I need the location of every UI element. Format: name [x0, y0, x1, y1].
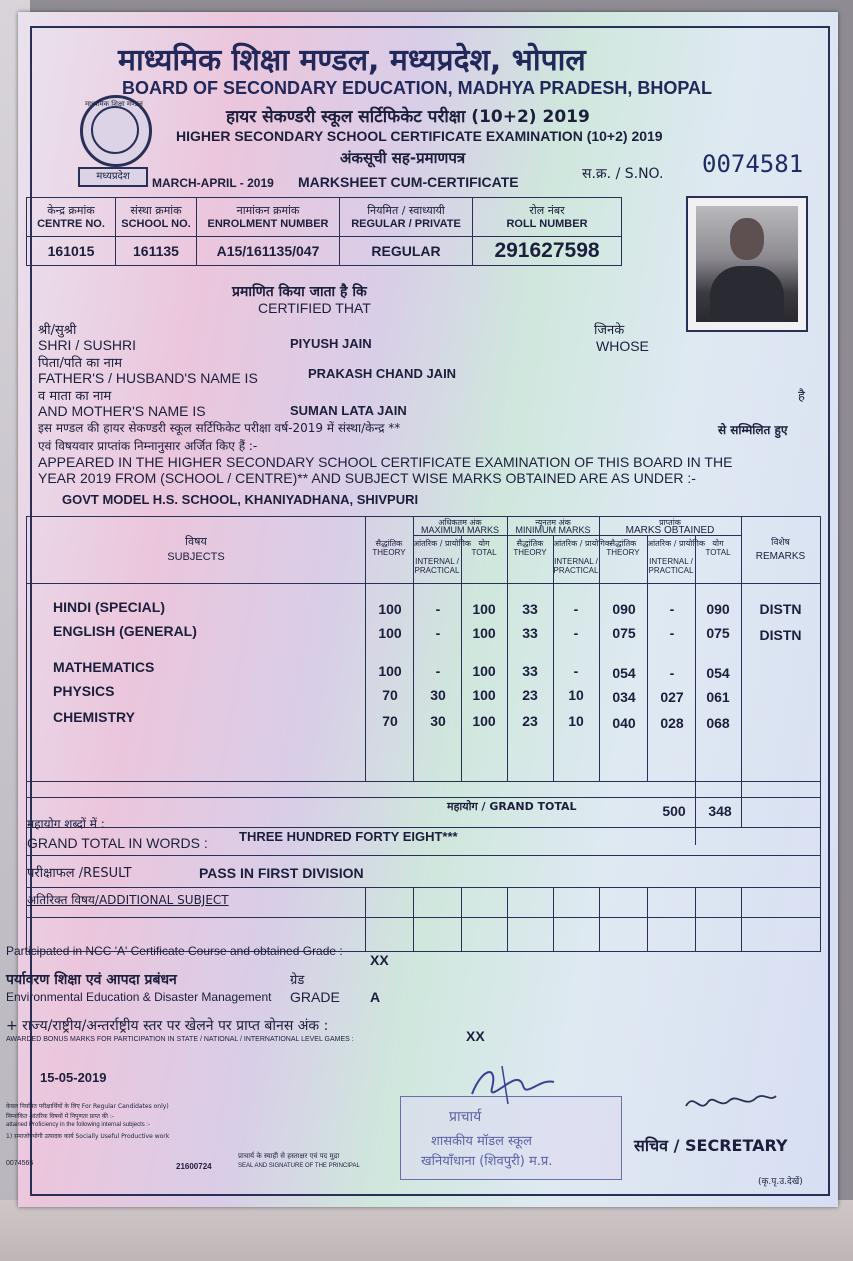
photo-image — [696, 206, 798, 322]
min-practical: 10 — [568, 713, 584, 729]
obt-int-hindi: आंतरिक / प्रायोगिक — [647, 539, 706, 548]
marksheet-title-hindi: अंकसूची सह-प्रमाणपत्र — [340, 149, 466, 167]
obtained-total: 075 — [706, 625, 730, 641]
stamp-line-2: शासकीय मॉडल स्कूल — [431, 1134, 532, 1149]
min-practical: 10 — [568, 687, 584, 703]
col-line — [461, 887, 462, 951]
min-int-english1: INTERNAL / — [554, 557, 598, 566]
shri-label-hindi: श्री/सुश्री — [38, 323, 77, 338]
serial-number-label: स.क्र. / S.NO. — [582, 166, 664, 182]
obtained-total: 068 — [706, 715, 730, 731]
footer-number-2: 21600724 — [176, 1162, 212, 1171]
row-line — [27, 917, 820, 918]
student-name: PIYUSH JAIN — [290, 336, 372, 351]
ncc-grade: XX — [370, 952, 389, 968]
max-theory: 100 — [378, 625, 402, 641]
father-name: PRAKASH CHAND JAIN — [308, 366, 457, 381]
max-total-hindi: योग — [478, 539, 490, 548]
max-theory-hindi: सैद्धांतिक — [375, 539, 403, 548]
subject-name: PHYSICS — [53, 683, 115, 699]
whose-label-english: WHOSE — [596, 338, 649, 354]
max-int-hindi: आंतरिक / प्रायोगिक — [413, 539, 472, 548]
obt-total-english: TOTAL — [705, 548, 731, 557]
centre-no-header-hi: केन्द्र क्रमांक — [47, 203, 95, 217]
max-practical: 30 — [430, 713, 446, 729]
exam-title-english: HIGHER SECONDARY SCHOOL CERTIFICATE EXAMINATION (10+2) 2019 — [176, 128, 663, 144]
session: MARCH-APRIL - 2019 — [152, 176, 274, 190]
appeared-english-line2: YEAR 2019 FROM (SCHOOL / CENTRE)** AND SUBJECT WISE MARKS OBTAINED ARE AS UNDER :- — [38, 470, 696, 486]
marks-table — [26, 516, 821, 952]
secretary-signature — [680, 1084, 780, 1124]
obt-int-english2: PRACTICAL — [648, 566, 694, 575]
subjects-header-hindi: विषय — [185, 535, 207, 548]
please-turn-over: (कृ.पृ.उ.देखें) — [758, 1177, 803, 1187]
obtained-practical: 027 — [660, 689, 684, 705]
mother-label-english: AND MOTHER'S NAME IS — [38, 403, 206, 419]
footer-note-3: attained Proficiency in the following internal subjects :- — [6, 1122, 151, 1128]
roll-number-header-hi: रोल नंबर — [529, 203, 565, 217]
min-practical: - — [573, 601, 579, 617]
enrolment-header — [197, 198, 340, 237]
words-label-english: GRAND TOTAL IN WORDS : — [27, 835, 208, 851]
min-theory-english: THEORY — [513, 548, 547, 557]
regular-private-header-hi: नियमित / स्वाध्यायी — [367, 203, 445, 217]
school-no: 161135 — [116, 237, 197, 266]
obtained-practical: - — [669, 625, 675, 641]
photo-face — [730, 218, 764, 260]
regular-private-header — [340, 198, 473, 237]
col-line — [413, 887, 414, 951]
min-header-english: MINIMUM MARKS — [515, 525, 591, 535]
stamp-line-1: प्राचार्य — [449, 1109, 482, 1125]
words-label-hindi: महायोग शब्दों में : — [27, 817, 105, 831]
school-name: GOVT MODEL H.S. SCHOOL, KHANIYADHANA, SHIVPURI — [62, 492, 419, 507]
obt-theory-hindi: सैद्धांतिक — [609, 539, 637, 548]
obtained-theory: 090 — [612, 601, 636, 617]
identification-table — [26, 197, 622, 266]
certify-hindi: प्रमाणित किया जाता है कि — [232, 284, 367, 300]
father-label-english: FATHER'S / HUSBAND'S NAME IS — [38, 370, 258, 386]
remarks-header-english: REMARKS — [755, 551, 806, 562]
obtained-theory: 054 — [612, 665, 636, 681]
col-line — [461, 535, 462, 781]
min-theory: 33 — [522, 625, 538, 641]
col-line — [365, 887, 366, 951]
obt-theory-english: THEORY — [606, 548, 640, 557]
footer-number-1: 0074565 — [6, 1160, 34, 1167]
principal-label-hindi: प्राचार्य के स्याही से हस्ताक्षर एवं पद मुद्रा — [238, 1152, 340, 1160]
school-no-header-en: SCHOOL NO. — [121, 217, 191, 230]
certify-english: CERTIFIED THAT — [258, 300, 371, 316]
principal-signature — [462, 1058, 558, 1108]
subjects-header-english: SUBJECTS — [167, 551, 225, 563]
max-practical: - — [435, 625, 441, 641]
min-theory: 23 — [522, 713, 538, 729]
logo-text: माध्यमिक शिक्षा मण्डल — [85, 100, 143, 108]
regular-private-header-en: REGULAR / PRIVATE — [351, 217, 461, 230]
obtained-practical: - — [669, 665, 675, 681]
max-total: 100 — [472, 687, 496, 703]
bonus-marks: XX — [466, 1028, 485, 1044]
min-header-hindi: न्यूनतम अंक — [535, 518, 571, 527]
env-label-english: Environmental Education & Disaster Management — [6, 990, 272, 1004]
max-total: 100 — [472, 625, 496, 641]
ncc-label: Participated in NCC 'A' Certificate Course and obtained Grade : — [6, 944, 343, 958]
grand-total-words: THREE HUNDRED FORTY EIGHT*** — [239, 829, 458, 844]
max-int-english1: INTERNAL / — [415, 557, 459, 566]
obtained-practical: - — [669, 601, 675, 617]
roll-number-header — [473, 198, 622, 237]
max-theory: 100 — [378, 601, 402, 617]
obt-total-hindi: योग — [712, 539, 724, 548]
max-theory-english: THEORY — [372, 548, 406, 557]
max-total: 100 — [472, 713, 496, 729]
roll-number: 291627598 — [473, 237, 622, 266]
col-line — [647, 887, 648, 951]
marksheet-title-english: MARKSHEET CUM-CERTIFICATE — [298, 174, 519, 190]
stamp-line-3: खनियाँधाना (शिवपुरी) म.प्र. — [421, 1154, 553, 1169]
centre-no-header-en: CENTRE NO. — [37, 217, 105, 230]
max-theory: 70 — [382, 687, 398, 703]
col-line — [507, 887, 508, 951]
obt-int-english1: INTERNAL / — [649, 557, 693, 566]
min-practical: - — [573, 625, 579, 641]
col-line — [741, 887, 742, 951]
appeared-hindi-line2: एवं विषयवार प्राप्तांक निम्नानुसार अर्जित किए हैं :- — [38, 439, 258, 453]
row-line — [27, 887, 820, 888]
min-theory: 33 — [522, 663, 538, 679]
board-logo — [80, 95, 152, 167]
max-practical: - — [435, 663, 441, 679]
max-total: 100 — [472, 663, 496, 679]
regular-private: REGULAR — [340, 237, 473, 266]
max-header-english: MAXIMUM MARKS — [420, 525, 499, 535]
min-theory-hindi: सैद्धांतिक — [516, 539, 544, 548]
max-total-english: TOTAL — [471, 548, 497, 557]
serial-number: 0074581 — [702, 150, 804, 178]
grand-total-max: 500 — [662, 803, 686, 819]
row-line — [27, 781, 820, 782]
principal-label-english: SEAL AND SIGNATURE OF THE PRINCIPAL — [238, 1163, 360, 1169]
max-practical: - — [435, 601, 441, 617]
obtained-header-english: MARKS OBTAINED — [625, 525, 715, 536]
max-theory: 100 — [378, 663, 402, 679]
enrolment-number: A15/161135/047 — [197, 237, 340, 266]
obtained-total: 054 — [706, 665, 730, 681]
roll-number-header-en: ROLL NUMBER — [506, 217, 588, 230]
min-int-hindi: आंतरिक / प्रायोगिक — [553, 539, 612, 548]
env-grade: A — [370, 989, 381, 1005]
col-line — [741, 517, 742, 827]
centre-no-header — [27, 198, 116, 237]
enrolment-header-hi: नामांकन क्रमांक — [236, 203, 300, 217]
student-photo — [686, 196, 808, 332]
bonus-label-english: AWARDED BONUS MARKS FOR PARTICIPATION IN STATE / NATIONAL / INTERNATIONAL LEVEL GAMES : — [6, 1036, 354, 1043]
row-line — [27, 855, 820, 856]
school-no-header-hi: संस्था क्रमांक — [130, 203, 182, 217]
remarks-header-hindi: विशेष — [771, 538, 790, 548]
exam-title-hindi: हायर सेकण्डरी स्कूल सर्टिफिकेट परीक्षा (10+2) 2019 — [226, 107, 590, 127]
shri-label-english: SHRI / SUSHRI — [38, 337, 137, 353]
background-bottom — [0, 1200, 853, 1261]
row-line — [27, 583, 820, 584]
max-total: 100 — [472, 601, 496, 617]
subject-name: CHEMISTRY — [53, 709, 135, 725]
logo-band: मध्यप्रदेश — [78, 167, 148, 187]
col-line — [695, 887, 696, 951]
hai-label: है — [798, 389, 805, 404]
min-theory: 33 — [522, 601, 538, 617]
remark: DISTN — [759, 627, 802, 643]
obtained-total: 061 — [706, 689, 730, 705]
obtained-theory: 075 — [612, 625, 636, 641]
board-title-english: BOARD OF SECONDARY EDUCATION, MADHYA PRADESH, BHOPAL — [122, 78, 713, 98]
remark: DISTN — [759, 601, 802, 617]
additional-subject-label: अतिरिक्त विषय/ADDITIONAL SUBJECT — [27, 893, 229, 907]
subject-name: MATHEMATICS — [53, 659, 155, 675]
obtained-theory: 040 — [612, 715, 636, 731]
mother-label-hindi: व माता का नाम — [38, 389, 112, 404]
centre-no: 161015 — [27, 237, 116, 266]
col-line — [553, 887, 554, 951]
max-practical: 30 — [430, 687, 446, 703]
enrolment-header-en: ENROLMENT NUMBER — [207, 217, 329, 230]
obtained-theory: 034 — [612, 689, 636, 705]
subject-name: ENGLISH (GENERAL) — [53, 623, 197, 639]
footer-note-1: केवल नियमित परीक्षार्थियों के लिए For Regular Candidates only) — [6, 1103, 169, 1110]
mother-name: SUMAN LATA JAIN — [290, 403, 407, 418]
min-int-english2: PRACTICAL — [553, 566, 599, 575]
issue-date: 15-05-2019 — [40, 1070, 107, 1085]
row-line — [27, 797, 820, 798]
principal-stamp — [400, 1096, 622, 1180]
grand-total-label: महायोग / GRAND TOTAL — [447, 800, 577, 813]
result-label: परीक्षाफल /RESULT — [27, 866, 132, 881]
whose-label-hindi: जिनके — [594, 323, 625, 338]
appeared-english-line1: APPEARED IN THE HIGHER SECONDARY SCHOOL CERTIFICATE EXAMINATION OF THIS BOARD IN THE — [38, 454, 733, 470]
env-label-hindi: पर्यावरण शिक्षा एवं आपदा प्रबंधन — [6, 972, 177, 988]
father-label-hindi: पिता/पति का नाम — [38, 356, 123, 371]
min-theory: 23 — [522, 687, 538, 703]
obtained-total: 090 — [706, 601, 730, 617]
bonus-label-hindi: + राज्य/राष्ट्रीय/अन्तर्राष्ट्रीय स्तर पर खेलने पर प्राप्त बोनस अंक : — [6, 1018, 329, 1034]
grand-total-obtained: 348 — [708, 803, 732, 819]
min-practical: - — [573, 663, 579, 679]
footer-note-2: निम्नांकित आंतरिक विषयों में निपुणता प्राप्त की :- — [6, 1113, 115, 1120]
max-header-hindi: अधिकतम अंक — [438, 518, 482, 527]
result-value: PASS IN FIRST DIVISION — [199, 865, 364, 881]
grade-label-english: GRADE — [290, 989, 340, 1005]
board-title-hindi: माध्यमिक शिक्षा मण्डल, मध्यप्रदेश, भोपाल — [118, 43, 586, 78]
max-int-english2: PRACTICAL — [414, 566, 460, 575]
obtained-practical: 028 — [660, 715, 684, 731]
photo-body — [710, 266, 784, 322]
school-no-header — [116, 198, 197, 237]
logo-ring — [91, 106, 139, 154]
footer-note-4: 1) समाजोपयोगी उत्पादक कार्य Socially Useful Productive work — [6, 1133, 170, 1140]
subject-name: HINDI (SPECIAL) — [53, 599, 165, 615]
appeared-hindi-right: से सम्मिलित हुए — [718, 423, 788, 437]
appeared-hindi-line1: इस मण्डल की हायर सेकण्डरी स्कूल सर्टिफिकेट परीक्षा वर्ष-2019 में संस्था/केन्द्र ** — [38, 421, 401, 435]
col-line — [599, 887, 600, 951]
max-theory: 70 — [382, 713, 398, 729]
secretary-label: सचिव / SECRETARY — [634, 1136, 788, 1155]
obtained-header-hindi: प्राप्तांक — [659, 518, 681, 527]
row-line — [27, 827, 820, 828]
grade-label-hindi: ग्रेड — [290, 973, 305, 988]
